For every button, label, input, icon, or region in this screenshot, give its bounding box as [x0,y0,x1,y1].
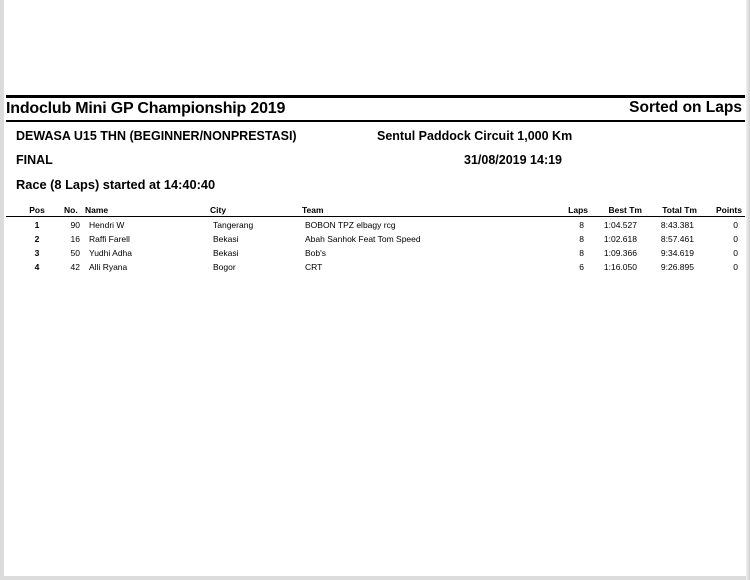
table-row [6,234,745,247]
row-name: Yudhi Adha [89,248,133,258]
session-name: FINAL [16,153,53,167]
row-total-time: 8:57.461 [660,234,694,244]
row-points: 0 [733,248,738,258]
column-header-laps: Laps [568,205,588,215]
row-pos: 1 [34,220,40,230]
row-city: Bekasi [213,234,239,244]
row-number: 50 [70,248,80,258]
column-header-name: Name [85,205,109,215]
row-total-time: 9:34.619 [660,248,694,258]
row-best-time: 1:02.618 [603,234,637,244]
row-pos: 4 [34,262,40,272]
row-number: 16 [70,234,80,244]
row-team: Abah Sanhok Feat Tom Speed [305,234,421,244]
row-team: Bob's [305,248,326,258]
results-sheet [4,0,746,576]
row-points: 0 [733,220,738,230]
row-city: Bekasi [213,248,239,258]
row-laps: 6 [579,262,584,272]
class-name: DEWASA U15 THN (BEGINNER/NONPRESTASI) [16,129,297,143]
row-laps: 8 [579,234,584,244]
row-best-time: 1:04.527 [603,220,637,230]
row-points: 0 [733,262,738,272]
row-points: 0 [733,234,738,244]
row-total-time: 8:43.381 [660,220,694,230]
table-row [6,220,745,233]
table-header-rule [6,216,745,217]
title-rule-bottom [6,120,745,122]
row-laps: 8 [579,220,584,230]
column-header-total-time: Total Tm [662,205,697,215]
row-number: 42 [70,262,80,272]
row-laps: 8 [579,248,584,258]
row-team: BOBON TPZ elbagy rcg [305,220,396,230]
table-row [6,248,745,261]
row-pos: 3 [34,248,40,258]
title-rule-top [6,95,745,98]
sort-label: Sorted on Laps [629,99,742,116]
circuit-name: Sentul Paddock Circuit 1,000 Km [377,129,573,143]
row-best-time: 1:09.366 [603,248,637,258]
page-edge-shadow [746,0,750,580]
row-team: CRT [305,262,323,272]
row-best-time: 1:16.050 [603,262,637,272]
session-datetime: 31/08/2019 14:19 [464,153,563,167]
row-total-time: 9:26.895 [660,262,694,272]
column-header-city: City [210,205,227,215]
row-city: Bogor [213,262,236,272]
column-header-best-time: Best Tm [608,205,642,215]
championship-title: Indoclub Mini GP Championship 2019 [6,100,286,117]
row-pos: 2 [34,234,40,244]
table-row [6,262,745,275]
row-name: Alli Ryana [89,262,128,272]
column-header-pos: Pos [29,205,45,215]
row-name: Raffi Farell [89,234,130,244]
row-city: Tangerang [213,220,254,230]
race-start-info: Race (8 Laps) started at 14:40:40 [16,177,216,192]
column-header-points: Points [716,205,742,215]
row-number: 90 [70,220,80,230]
column-header-team: Team [302,205,324,215]
column-header-no: No. [64,205,78,215]
row-name: Hendri W [89,220,125,230]
